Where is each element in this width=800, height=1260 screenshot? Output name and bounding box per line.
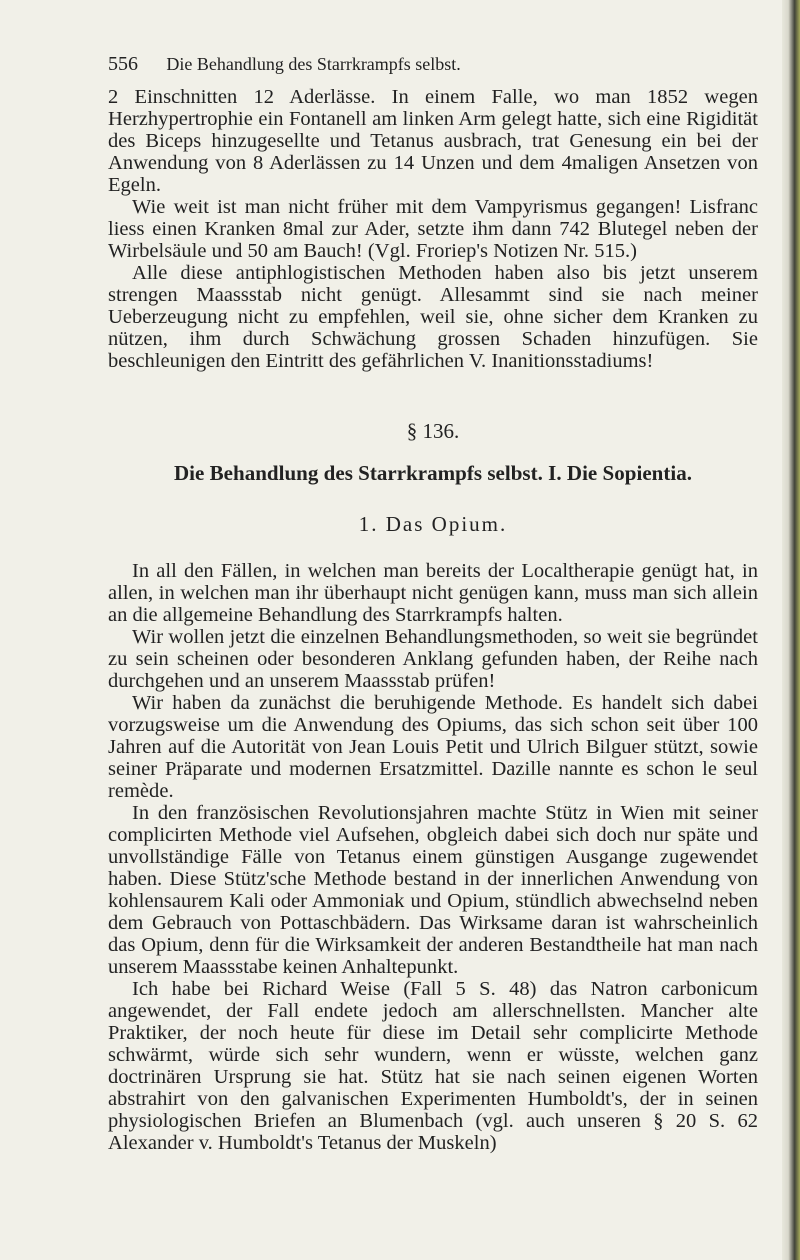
paragraph-4: In all den Fällen, in welchen man bereits der Localtherapie genügt hat, in allen, in welchen man ihr überhaupt nicht genügen kann, muss man sich allein an die allgemeine Behandlung des Starrkrampfs halten. [108,560,758,626]
paragraph-7: In den französischen Revolutionsjahren machte Stütz in Wien mit seiner complicirten Methode viel Aufsehen, obgleich dabei sich doch nur späte und unvollständige Fälle von Tetanus einem günstigen Ausgange zugewendet haben. Diese Stütz'sche Methode bestand in der innerlichen Anwendung von kohlensaurem Kali oder Ammoniak und Opium, stündlich abwechselnd neben dem Gebrauch von Pottaschbädern. Das Wirksame daran ist wahrscheinlich das Opium, denn für die Wirksamkeit der anderen Bestandtheile hat man nach unserem Maassstabe keinen Anhaltepunkt. [108,802,758,978]
section-number: § 136. [406,419,460,443]
paragraph-1: 2 Einschnitten 12 Aderlässe. In einem Falle, wo man 1852 wegen Herzhypertrophie ein Fontanell am linken Arm gelegt hatte, sich eine Rigidität des Biceps hinzugesellte und Tetanus ausbrach, trat Genesung ein bei der Anwendung von 8 Aderlässen zu 14 Unzen und dem 4maligen Ansetzen von Egeln. [108,86,758,196]
page-body [108,86,758,1154]
page-header [108,48,748,78]
paragraph-3: Alle diese antiphlogistischen Methoden haben also bis jetzt unserem strengen Maassstab nicht genügt. Allesammt sind sie nach meiner Ueberzeugung nicht zu empfehlen, weil sie, ohne sicher dem Kranken zu nützen, ihm durch Schwächung grossen Schaden hinzufügen. Sie beschleunigen den Eintritt des gefährlichen V. Inanitionsstadiums! [108,262,758,372]
paragraph-5: Wir wollen jetzt die einzelnen Behandlungsmethoden, so weit sie begründet zu sein scheinen oder besonderen Anklang gefunden haben, der Reihe nach durchgehen und an unserem Maassstab prüfen! [108,626,758,692]
paragraph-6: Wir haben da zunächst die beruhigende Methode. Es handelt sich dabei vorzugsweise um die Anwendung des Opiums, das sich schon seit über 100 Jahren auf die Autorität von Jean Louis Petit und Ulrich Bilguer stützt, sowie seiner Präparate und modernen Ersatzmittel. Dazille nannte es schon le seul remède. [108,692,758,802]
paragraph-8: Ich habe bei Richard Weise (Fall 5 S. 48) das Natron carbonicum angewendet, der Fall endete jedoch am allerschnellsten. Mancher alte Praktiker, der noch heute für diese im Detail sehr complicirte Methode schwärmt, würde sich sehr wundern, wenn er wüsste, welchen ganz doctrinären Ursprung sie hat. Stütz hat sie nach seinen eigenen Worten abstrahirt von den galvanischen Experimenten Humboldt's, der in seinen physiologischen Briefen an Blumenbach (vgl. auch unseren § 20 S. 62 Alexander v. Humboldt's Tetanus der Muskeln) [108,978,758,1154]
paragraph-2: Wie weit ist man nicht früher mit dem Vampyrismus gegangen! Lisfranc liess einen Kranken 8mal zur Ader, setzte ihm dann 742 Blutegel neben der Wirbelsäule und 50 am Bauch! (Vgl. Froriep's Notizen Nr. 515.) [108,196,758,262]
book-spine-shadow [782,0,800,1260]
section-title: Die Behandlung des Starrkrampfs selbst. I. Die Sopientia. [173,461,693,485]
page-number: 556 [108,53,138,75]
subsection-title: 1. Das Opium. [358,512,508,536]
running-title: Die Behandlung des Starrkrampfs selbst. [166,54,461,74]
